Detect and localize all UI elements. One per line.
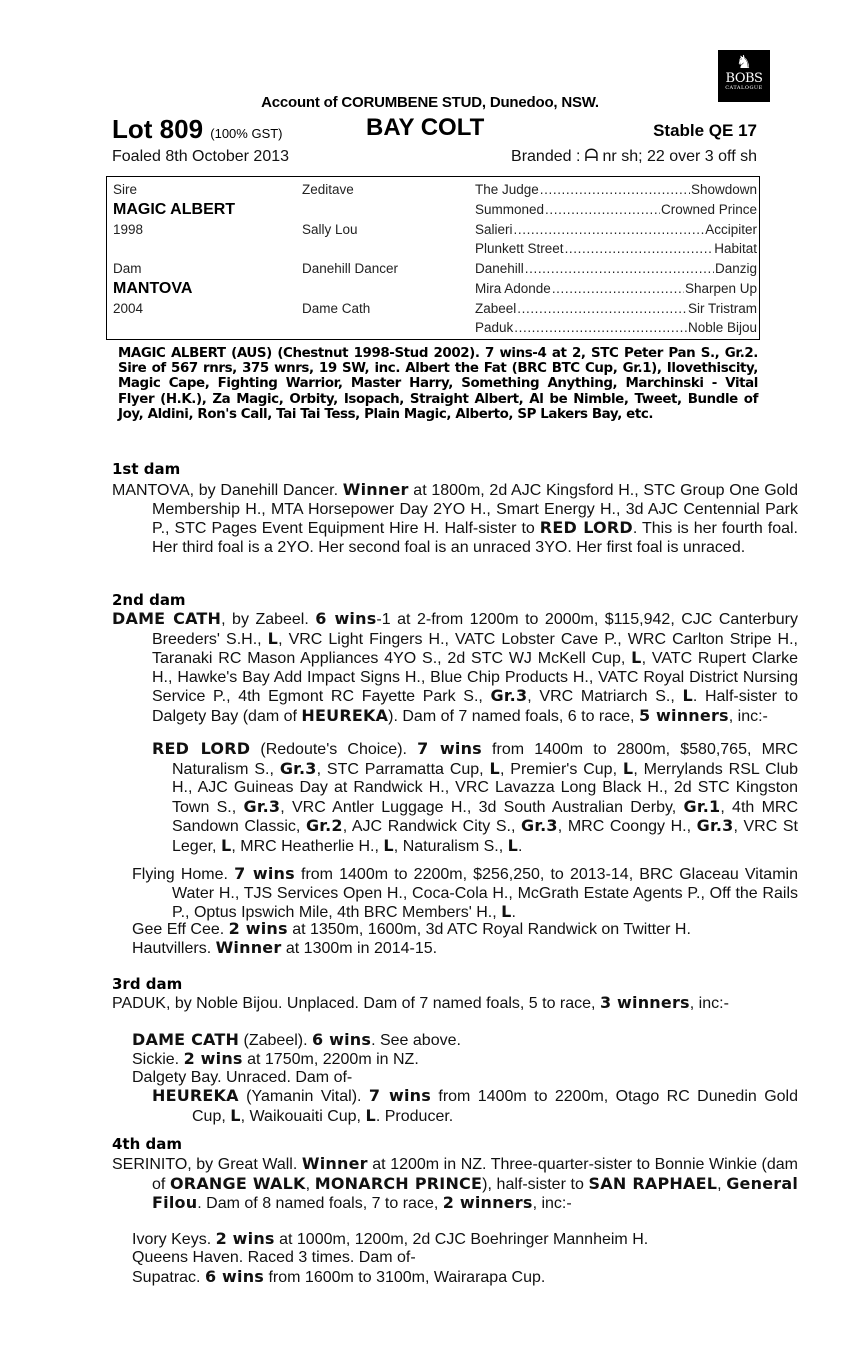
bold-highlight: L bbox=[220, 835, 232, 855]
dam-paragraph: DAME CATH, by Zabeel. 6 wins-1 at 2-from 1200m to 2000m, $115,942, CJC Canterbury Breeders' S.H., L, VRC Light Fingers H., VATC Lobster Cave P., WRC Carlton Stripe H., Taranaki RC Mason Appliances 4YO S., 2d STC WJ McKell Cup, L, VATC Rupert Clarke H., Hawke's Bay Add Impact Signs H., Blue Chip Products H., VATC Royal District Nursing Service P., 4th Egmont RC Fayette Park S., Gr.3, VRC Matriarch S., L. Half-sister to Dalgety Bay (dam of HEUREKA). Dam of 7 named foals, 6 to race, 5 winners, inc:- bbox=[112, 609, 798, 725]
bold-highlight: Gr.3 bbox=[696, 816, 734, 836]
bold-highlight: L bbox=[230, 1105, 241, 1125]
bold-highlight: DAME CATH bbox=[132, 1030, 240, 1049]
bold-highlight: 2 wins bbox=[228, 919, 288, 938]
dam-year: 2004 bbox=[113, 301, 144, 316]
pedigree-table bbox=[106, 176, 760, 340]
bold-highlight: Gr.3 bbox=[279, 758, 317, 778]
bold-highlight: L bbox=[501, 902, 512, 922]
logo-sub: CATALOGUE bbox=[725, 85, 763, 91]
dam-paragraph: SERINITO, by Great Wall. Winner at 1200m in NZ. Three-quarter-sister to Bonnie Winkie (dam of ORANGE WALK, MONARCH PRINCE), half-sister to SAN RAPHAEL, General Filou. Dam of 8 named foals, 7 to race, 2 winners, inc:- bbox=[112, 1154, 799, 1213]
section-heading-3rd-dam: 3rd dam bbox=[112, 975, 183, 993]
horse-title: BAY COLT bbox=[366, 114, 485, 141]
progeny-paragraph: RED LORD (Redoute's Choice). 7 wins from 1400m to 2800m, $580,765, MRC Naturalism S., Gr.3, STC Parramatta Cup, L, Premier's Cup, L, Merrylands RSL Club H., AJC Guineas Day at Randwick H., VRC Lavazza Long Black H., 2d STC Kingston Town S., Gr.3, VRC Antler Luggage H., 3d South Australian Derby, Gr.1, 4th MRC Sandown Classic, Gr.2, AJC Randwick City S., Gr.3, MRC Coongy H., Gr.3, VRC St Leger, L, MRC Heatherlie H., L, Naturalism S., L. bbox=[152, 739, 799, 855]
progeny-paragraph: Gee Eff Cee. 2 wins at 1350m, 1600m, 3d ATC Royal Randwick on Twitter H. bbox=[132, 919, 691, 938]
bold-highlight: RED LORD bbox=[152, 739, 251, 758]
horse-icon: ♞ bbox=[735, 52, 753, 73]
section-heading-1st-dam: 1st dam bbox=[112, 460, 181, 478]
bold-highlight: MONARCH PRINCE bbox=[314, 1173, 483, 1193]
great-grandparents-row: The Judge ..... Showdown bbox=[475, 182, 757, 197]
section-heading-2nd-dam: 2nd dam bbox=[112, 591, 186, 609]
bold-highlight: L bbox=[267, 628, 279, 648]
bold-highlight: 2 winners bbox=[442, 1193, 533, 1213]
branding: Branded : ᗩ nr sh; 22 over 3 off sh bbox=[511, 146, 757, 165]
sire-summary: MAGIC ALBERT (AUS) (Chestnut 1998-Stud 2002). 7 wins-4 at 2, STC Peter Pan S., Gr.2. Sire of 567 rnrs, 375 wnrs, 19 SW, inc. Albert the Fat (BRC BTC Cup, Gr.1), Ilovethiscity, Magic Cape, Fighting Warrior, Master Harry, Something Anything, Marchinski - Vital Flyer (H.K.), Za Magic, Orbity, Isopach, Straight Albert, Al be Nimble, Tweet, Bundle of Joy, Aldini, Ron's Call, Tai Tai Tess, Plain Magic, Alberto, SP Lakers Bay, etc. bbox=[118, 346, 758, 422]
progeny-paragraph: Dalgety Bay. Unraced. Dam of- bbox=[132, 1069, 353, 1086]
dam-paragraph: PADUK, by Noble Bijou. Unplaced. Dam of 7 named foals, 5 to race, 3 winners, inc:- bbox=[112, 993, 729, 1012]
great-grandparents-row: Zabeel ..... Sir Tristram bbox=[475, 301, 757, 316]
progeny-paragraph: Hautvillers. Winner at 1300m in 2014-15. bbox=[132, 938, 438, 957]
bold-highlight: 7 wins bbox=[417, 739, 482, 758]
great-grandparents-row: Danehill ..... Danzig bbox=[475, 261, 757, 276]
bold-highlight: SAN RAPHAEL bbox=[588, 1173, 718, 1193]
dam-name: MANTOVA bbox=[113, 280, 193, 297]
bold-highlight: 7 wins bbox=[234, 864, 295, 883]
gst-note: (100% GST) bbox=[210, 126, 283, 141]
progeny-paragraph: Supatrac. 6 wins from 1600m to 3100m, Wairarapa Cup. bbox=[132, 1267, 546, 1286]
bold-highlight: 6 wins bbox=[315, 609, 377, 628]
bold-highlight: General Filou bbox=[152, 1173, 799, 1213]
sire-name: MAGIC ALBERT bbox=[113, 201, 236, 218]
bold-highlight: Winner bbox=[342, 480, 409, 499]
grandsire-maternal: Danehill Dancer bbox=[302, 261, 399, 276]
vendor-account: Account of CORUMBENE STUD, Dunedoo, NSW. bbox=[261, 94, 599, 111]
great-grandparents-row: Mira Adonde ..... Sharpen Up bbox=[475, 281, 757, 296]
granddam-maternal: Dame Cath bbox=[302, 301, 371, 316]
bold-highlight: L bbox=[365, 1105, 376, 1125]
progeny-paragraph: Flying Home. 7 wins from 1400m to 2200m, $256,250, to 2013-14, BRC Glaceau Vitamin Water H., TJS Services Open H., Coca-Cola H., McGrath Estate Agents P., Off the Rails P., Optus Ipswich Mile, 4th BRC Members' H., L. bbox=[132, 864, 798, 922]
bold-highlight: 3 winners bbox=[599, 993, 690, 1012]
progeny-paragraph: Queens Haven. Raced 3 times. Dam of- bbox=[132, 1249, 416, 1266]
progeny-paragraph: Ivory Keys. 2 wins at 1000m, 1200m, 2d CJC Boehringer Mannheim H. bbox=[132, 1229, 649, 1248]
section-heading-4th-dam: 4th dam bbox=[112, 1135, 182, 1153]
bold-highlight: Winner bbox=[301, 1154, 368, 1173]
great-grandparents-row: Summoned ..... Crowned Prince bbox=[475, 202, 757, 217]
bold-highlight: Winner bbox=[215, 938, 282, 957]
bold-highlight: 2 wins bbox=[183, 1049, 243, 1068]
great-grandparents-row: Paduk ..... Noble Bijou bbox=[475, 320, 757, 335]
bold-highlight: 7 wins bbox=[368, 1086, 431, 1105]
bold-highlight: ORANGE WALK bbox=[170, 1173, 306, 1193]
bold-highlight: Gr.3 bbox=[521, 816, 558, 836]
bold-highlight: RED LORD bbox=[539, 518, 633, 538]
bold-highlight: 5 winners bbox=[638, 705, 729, 725]
foaled-date: Foaled 8th October 2013 bbox=[112, 148, 290, 165]
progeny-paragraph: HEUREKA (Yamanin Vital). 7 wins from 1400m to 2200m, Otago RC Dunedin Gold Cup, L, Waikouaiti Cup, L. Producer. bbox=[152, 1086, 798, 1125]
dam-label: Dam bbox=[113, 261, 142, 276]
progeny-paragraph: DAME CATH (Zabeel). 6 wins. See above. bbox=[132, 1030, 461, 1049]
bold-highlight: HEUREKA bbox=[301, 705, 389, 725]
great-grandparents-row: Salieri ..... Accipiter bbox=[475, 222, 757, 237]
lot-number: Lot 809 (100% GST) bbox=[112, 114, 283, 144]
bold-highlight: 6 wins bbox=[204, 1267, 265, 1286]
progeny-paragraph: Sickie. 2 wins at 1750m, 2200m in NZ. bbox=[132, 1049, 419, 1068]
dam-paragraph: MANTOVA, by Danehill Dancer. Winner at 1800m, 2d AJC Kingsford H., STC Group One Gold Membership H., MTA Horsepower Day 2YO H., Smart Energy H., 3d AJC Centennial Park P., STC Pages Event Equipment Hire H. Half-sister to RED LORD. This is her fourth foal. Her third foal is a 2YO. Her second foal is an unraced 3YO. Her first foal is unraced. bbox=[112, 480, 799, 556]
bold-highlight: Gr.3 bbox=[490, 686, 528, 706]
bold-highlight: HEUREKA bbox=[152, 1086, 239, 1105]
stable-location: Stable QE 17 bbox=[653, 121, 757, 140]
great-grandparents-row: Plunkett Street ..... Habitat bbox=[475, 241, 757, 256]
brand-mark-icon: ᗩ bbox=[584, 146, 599, 165]
grandsire-paternal: Zeditave bbox=[302, 182, 354, 197]
bold-highlight: L bbox=[489, 758, 500, 778]
sire-label: Sire bbox=[113, 182, 138, 197]
bold-highlight: DAME CATH bbox=[112, 609, 222, 628]
bold-highlight: Gr.2 bbox=[305, 816, 343, 836]
bold-highlight: Gr.3 bbox=[243, 796, 281, 816]
bold-highlight: L bbox=[622, 758, 634, 778]
granddam-paternal: Sally Lou bbox=[302, 222, 358, 237]
bold-highlight: L bbox=[682, 686, 693, 706]
bold-highlight: L bbox=[507, 835, 519, 855]
logo-brand: BOBS bbox=[725, 71, 763, 86]
sire-year: 1998 bbox=[113, 222, 144, 237]
bold-highlight: 6 wins bbox=[312, 1030, 372, 1049]
bold-highlight: L bbox=[631, 648, 642, 668]
bold-highlight: 2 wins bbox=[215, 1229, 275, 1248]
bold-highlight: Gr.1 bbox=[683, 796, 721, 816]
bold-highlight: L bbox=[383, 835, 394, 855]
